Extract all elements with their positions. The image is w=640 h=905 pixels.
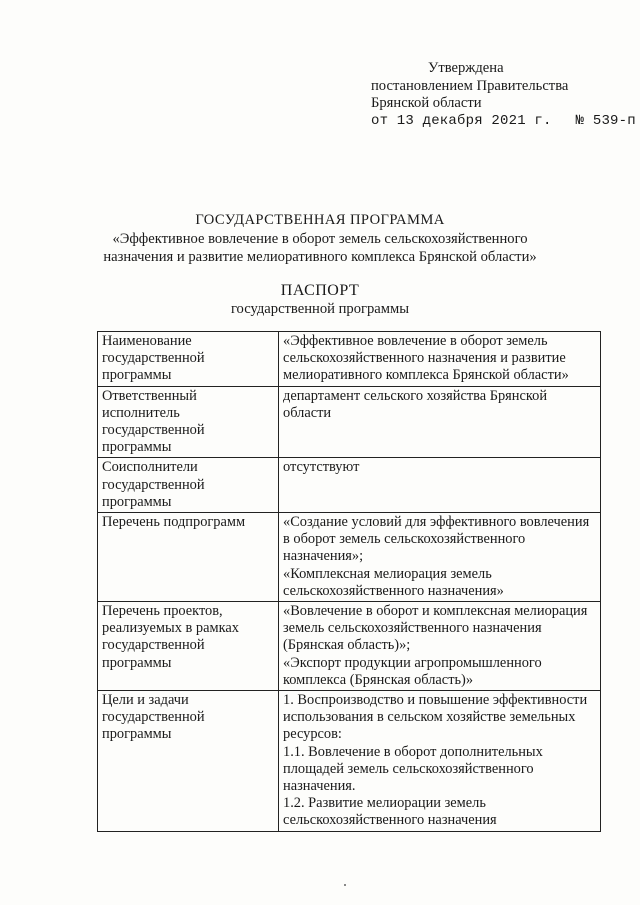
row-value-line: «Эффективное вовлечение в оборот земель сельскохозяйственного назначения и развитие мелиоративного комплекса Брянской области» <box>283 333 569 384</box>
passport-subtitle: государственной программы <box>230 301 410 317</box>
approval-date: от 13 декабря 2021 г. <box>371 112 552 129</box>
approval-region: Брянской области <box>371 95 482 111</box>
approval-issuer: постановлением Правительства <box>371 77 569 94</box>
row-value-line: «Комплексная мелиорация земель сельскохозяйственного назначения» <box>283 565 504 599</box>
row-value-line: 1.2. Развитие мелиорации земель сельскохозяйственного назначения <box>283 795 497 829</box>
row-label: Ответственный исполнитель государственной программы <box>98 386 279 458</box>
row-label: Соисполнители государственной программы <box>98 458 279 513</box>
scan-speck <box>344 884 346 886</box>
approval-title: Утверждена <box>428 60 504 76</box>
row-value-line: департамент сельского хозяйства Брянской области <box>283 387 548 421</box>
program-subtitle-line2: назначения и развитие мелиоративного комплекса Брянской области» <box>103 249 537 265</box>
table-row <box>98 332 601 387</box>
approval-number: № 539-п <box>575 112 636 129</box>
row-value-line: отсутствуют <box>283 459 360 476</box>
table-row <box>98 513 601 602</box>
passport-table <box>97 331 601 832</box>
table-row <box>98 386 601 458</box>
row-value-line: 1. Воспроизводство и повышение эффективности использования в сельском хозяйстве земельных ресурсов: <box>283 692 588 743</box>
row-value <box>279 691 601 832</box>
table-row <box>98 691 601 832</box>
row-value <box>279 458 601 513</box>
table-row <box>98 602 601 691</box>
row-value <box>279 386 601 458</box>
row-value <box>279 602 601 691</box>
passport-title: ПАСПОРТ <box>280 282 360 299</box>
program-subtitle-line1: «Эффективное вовлечение в оборот земель сельскохозяйственного <box>112 231 528 247</box>
program-subtitle <box>0 230 640 266</box>
program-title: ГОСУДАРСТВЕННАЯ ПРОГРАММА <box>195 212 445 228</box>
approval-date-number <box>371 113 636 131</box>
row-label: Наименование государственной программы <box>98 332 279 387</box>
row-value-line: 1.1. Вовлечение в оборот дополнительных площадей земель сельскохозяйственного назначения. <box>283 743 543 795</box>
row-value-line: «Вовлечение в оборот и комплексная мелиорация земель сельскохозяйственного назначения (Брянская область)»; <box>283 603 588 654</box>
table-row <box>98 458 601 513</box>
row-value <box>279 513 601 602</box>
row-label: Перечень подпрограмм <box>98 513 279 602</box>
approval-block <box>371 60 636 130</box>
row-label: Перечень проектов, реализуемых в рамках государственной программы <box>98 602 279 691</box>
row-value-line: «Экспорт продукции агропромышленного комплекса (Брянская область)» <box>283 654 542 688</box>
row-value-line: «Создание условий для эффективного вовлечения в оборот земель сельскохозяйственного назначения»; <box>283 514 590 565</box>
row-value <box>279 332 601 387</box>
row-label: Цели и задачи государственной программы <box>98 691 279 832</box>
